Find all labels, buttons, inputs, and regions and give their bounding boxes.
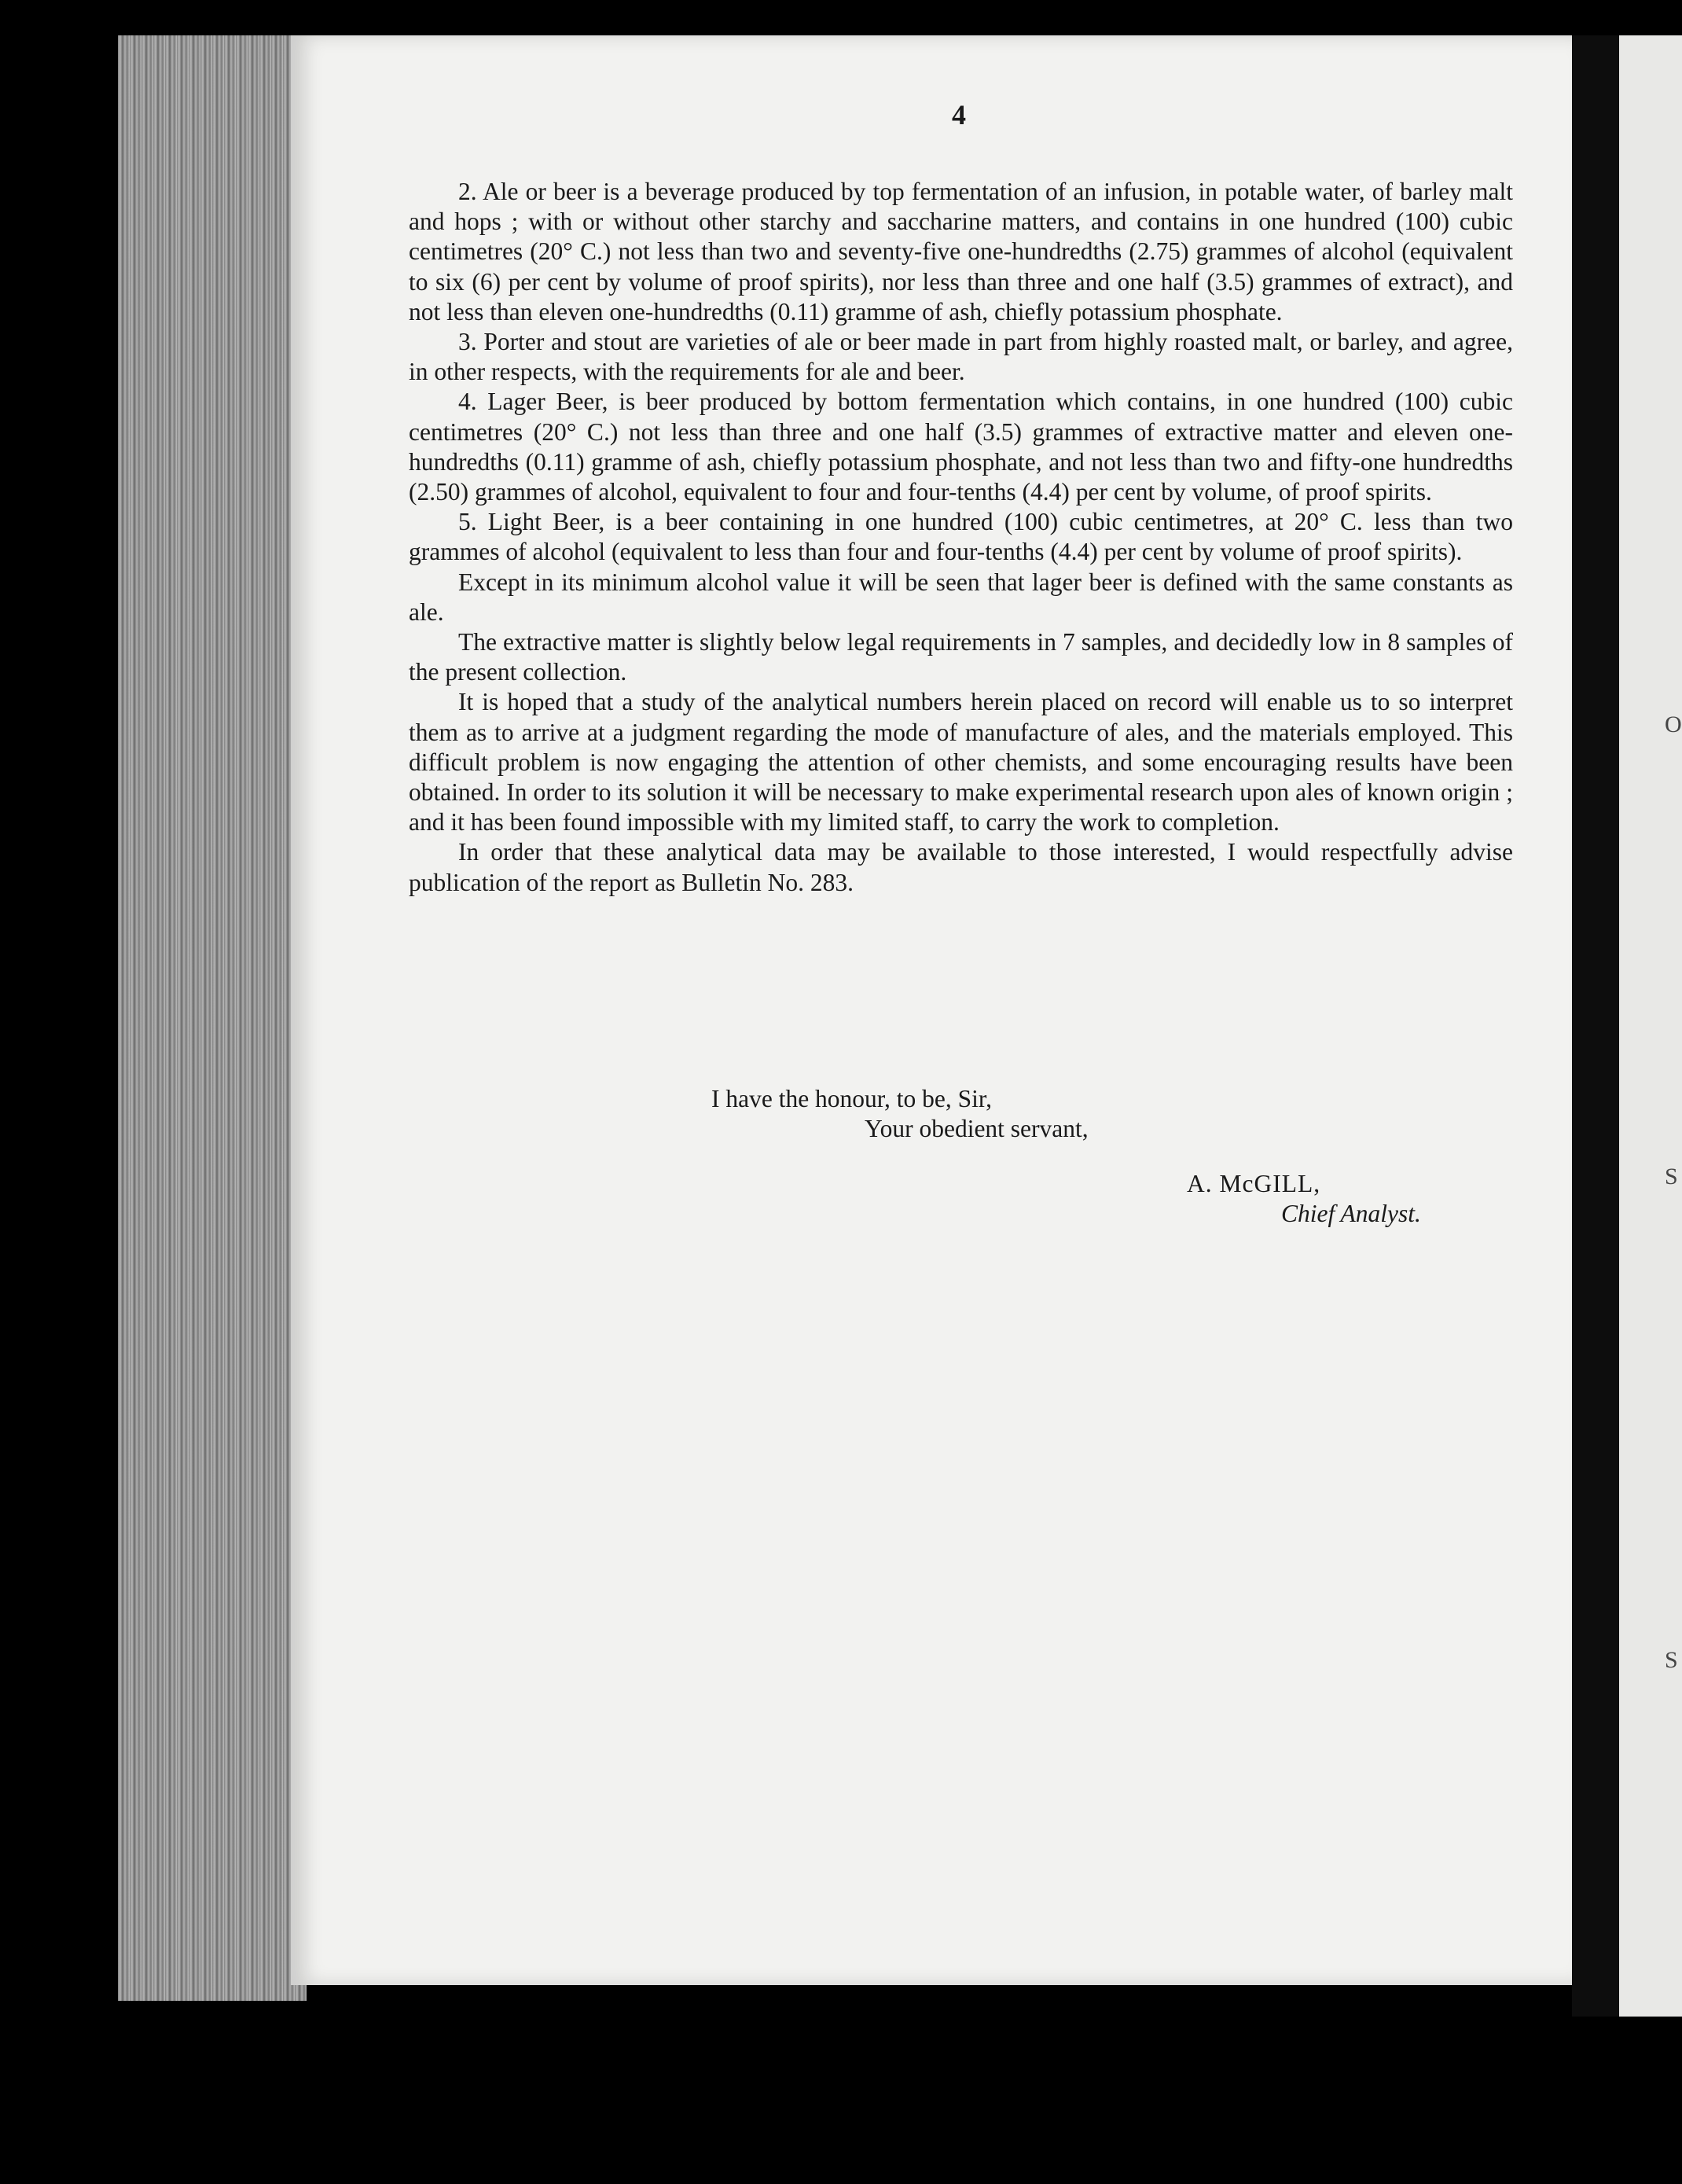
- signature-title: Chief Analyst.: [1281, 1200, 1421, 1227]
- paragraph-definition-light-beer: 5. Light Beer, is a beer containing in one hundred (100) cubic centimetres, at 20° C. less than two grammes of alcohol (equivalent to less than four and four-tenths (4.4) per cent by volume of proof spirits).: [409, 508, 1513, 566]
- adjacent-page-edge: [1619, 35, 1682, 2017]
- body-text: [409, 177, 1513, 898]
- margin-fragment: S: [1665, 1647, 1678, 1673]
- binding-shadow: [1572, 35, 1619, 2017]
- paragraph-definition-ale: 2. Ale or beer is a beverage produced by top fermentation of an infusion, in potable water, of barley malt and hops ; with or without other starchy and saccharine matters, and contains in one hundred (100) cubic centimetres (20° C.) not less than two and seventy-five one-hundredths (2.75) grammes of alcohol (equivalent to six (6) per cent by volume of proof spirits), nor less than three and one half (3.5) grammes of extract), and not less than eleven one-hundredths (0.11) gramme of ash, chiefly potassium phosphate.: [409, 178, 1513, 325]
- paragraph-lager-note: Except in its minimum alcohol value it will be seen that lager beer is defined with the same constants as ale.: [409, 568, 1513, 626]
- margin-fragment: O: [1665, 711, 1682, 737]
- signature-name: A. McGILL,: [1187, 1170, 1321, 1197]
- paragraph-publication: In order that these analytical data may be available to those interested, I would respectfully advise publication of the report as Bulletin No. 283.: [409, 838, 1513, 896]
- closing-line: Your obedient servant,: [865, 1115, 1089, 1142]
- paragraph-study: It is hoped that a study of the analytical numbers herein placed on record will enable us to so interpret them as to arrive at a judgment regarding the mode of manufacture of ales, and the materials employed. This difficult problem is now engaging the attention of other chemists, and some encouraging results have been obtained. In order to its solution it will be necessary to make experimental research upon ales of known origin ; and it has been found impossible with my limited staff, to carry the work to completion.: [409, 688, 1513, 836]
- closing-line: I have the honour, to be, Sir,: [711, 1085, 993, 1112]
- paragraph-extractive-matter: The extractive matter is slightly below legal requirements in 7 samples, and decidedly low in 8 samples of the present collection.: [409, 628, 1513, 686]
- paragraph-definition-porter: 3. Porter and stout are varieties of ale or beer made in part from highly roasted malt, or barley, and agree, in other respects, with the requirements for ale and beer.: [409, 328, 1513, 386]
- paragraph-definition-lager: 4. Lager Beer, is beer produced by bottom fermentation which contains, in one hundred (100) cubic centimetres (20° C.) not less than three and one half (3.5) grammes of extractive matter and eleven one-hundredths (0.11) gramme of ash, chiefly potassium phosphate, and not less than two and fifty-one hundredths (2.50) grammes of alcohol, equivalent to four and four-tenths (4.4) per cent by volume, of proof spirits.: [409, 388, 1513, 506]
- margin-fragment: S: [1665, 1164, 1678, 1189]
- page-number: 4: [952, 99, 966, 131]
- page-stack-edge: [118, 35, 307, 2001]
